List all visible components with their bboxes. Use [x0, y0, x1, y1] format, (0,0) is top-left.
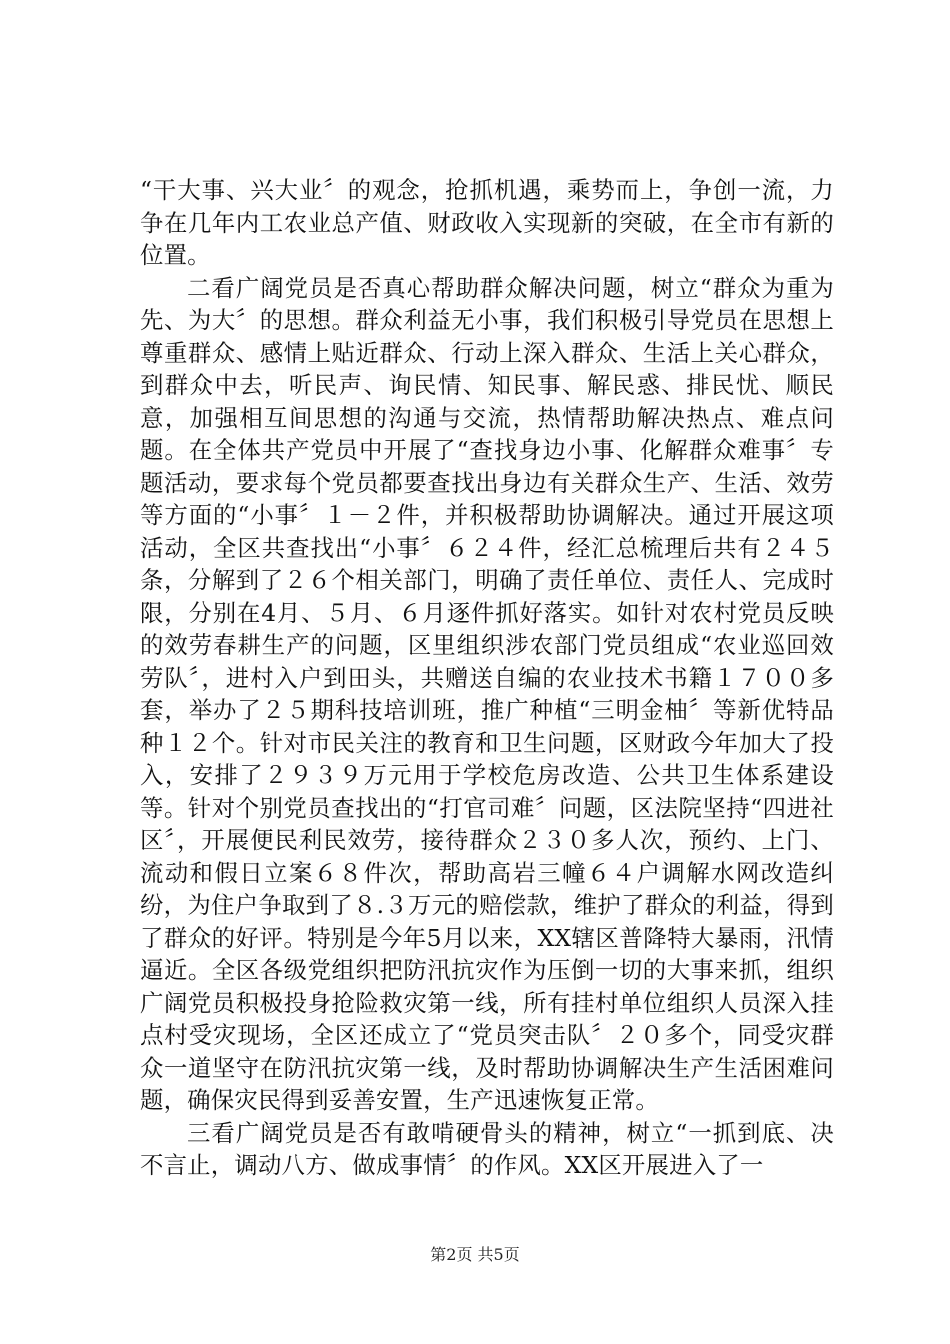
current-page-number: 第2页 [430, 1245, 473, 1264]
document-body [140, 174, 834, 1182]
paragraph-third-point: 三看广阔党员是否有敢啃硬骨头的精神，树立“一抓到底、决不言止，调动八方、做成事情〞的作风。XX区开展进入了一 [140, 1118, 834, 1179]
paragraph-continuation: “干大事、兴大业〞的观念，抢抓机遇，乘势而上，争创一流，力争在几年内工农业总产值、财政收入实现新的突破，在全市有新的位置。 [140, 176, 834, 269]
page-footer [0, 1245, 950, 1265]
paragraph-second-point: 二看广阔党员是否真心帮助群众解决问题，树立“群众为重为先、为大〞的思想。群众利益无小事，我们积极引导党员在思想上尊重群众、感情上贴近群众、行动上深入群众、生活上关心群众，到群众中去，听民声、询民情、知民事、解民惑、排民忧、顺民意，加强相互间思想的沟通与交流，热情帮助解决热点、难点问题。在全体共产党员中开展了“查找身边小事、化解群众难事〞专题活动，要求每个党员都要查找出身边有关群众生产、生活、效劳等方面的“小事〞１－２件，并积极帮助协调解决。通过开展这项活动，全区共查找出“小事〞６２４件，经汇总梳理后共有２４５条，分解到了２６个相关部门，明确了责任单位、责任人、完成时限，分别在4月、５月、６月逐件抓好落实。如针对农村党员反映的效劳春耕生产的问题，区里组织涉农部门党员组成“农业巡回效劳队〞，进村入户到田头，共赠送自编的农业技术书籍１７００多套，举办了２５期科技培训班，推广种植“三明金柚〞等新优特品种１２个。针对市民关注的教育和卫生问题，区财政今年加大了投入，安排了２９３９万元用于学校危房改造、公共卫生体系建设等。针对个别党员查找出的“打官司难〞问题，区法院坚持“四进社区〞，开展便民利民效劳，接待群众２３０多人次，预约、上门、流动和假日立案６８件次，帮助高岩三幢６４户调解水网改造纠纷，为住户争取到了８.３万元的赔偿款，维护了群众的利益，得到了群众的好评。特别是今年5月以来，XX辖区普降特大暴雨，汛情逼近。全区各级党组织把防汛抗灾作为压倒一切的大事来抓，组织广阔党员积极投身抢险救灾第一线，所有挂村单位组织人员深入挂点村受灾现场，全区还成立了“党员突击队〞２０多个，同受灾群众一道坚守在防汛抗灾第一线，及时帮助协调解决生产生活困难问题，确保灾民得到妥善安置，生产迅速恢复正常。 [140, 273, 834, 1114]
total-page-count: 共5页 [477, 1245, 520, 1264]
